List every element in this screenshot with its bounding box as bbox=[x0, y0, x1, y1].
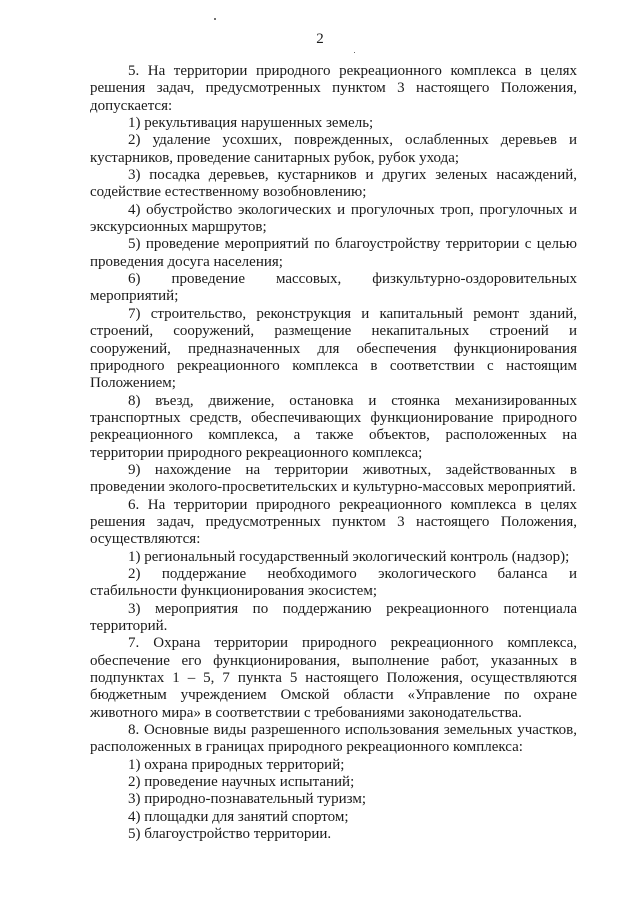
paragraph-5-intro: 5. На территории природного рекреационного комплекса в целях решения задач, предусмотренных пунктом 3 настоящего Положения, допускается: bbox=[90, 63, 577, 114]
list-item: 1) региональный государственный экологический контроль (надзор); bbox=[128, 548, 570, 565]
paragraph-8-intro: 8. Основные виды разрешенного использования земельных участков, расположенных в границах природного рекреационного комплекса: bbox=[90, 722, 577, 756]
page-number: 2 bbox=[316, 31, 324, 47]
list-item: 1) рекультивация нарушенных земель; bbox=[128, 115, 374, 132]
list-item: 4) обустройство экологических и прогулочных троп, прогулочных и экскурсионных маршрутов; bbox=[90, 201, 577, 236]
list-item: 2) удаление усохших, поврежденных, ослабленных деревьев и кустарников, проведение санитарных рубок, рубок ухода; bbox=[90, 132, 577, 166]
list-item: 6) проведение массовых, физкультурно-оздоровительных мероприятий; bbox=[90, 271, 577, 305]
document-body bbox=[90, 63, 577, 843]
list-item: 3) посадка деревьев, кустарников и других зеленых насаждений, содействие естественному возобновлению; bbox=[90, 167, 577, 201]
list-item: 5) проведение мероприятий по благоустройству территории с целью проведения досуга населения; bbox=[90, 236, 577, 270]
list-item: 3) природно-познавательный туризм; bbox=[128, 791, 366, 808]
list-item: 4) площадки для занятий спортом; bbox=[128, 808, 349, 825]
paragraph-7: 7. Охрана территории природного рекреационного комплекса, обеспечение его функционирования, выполнение работ, указанных в подпунктах 1 – 5, 7 пункта 5 настоящего Положения, осуществляются бюджетным учреждением Омской области «Управление по охране животного мира» в соответствии с требованиями законодательства. bbox=[90, 635, 577, 721]
list-item: 5) благоустройство территории. bbox=[128, 826, 332, 843]
list-item: 3) мероприятия по поддержанию рекреационного потенциала территорий. bbox=[90, 600, 577, 634]
paragraph-6-intro: 6. На территории природного рекреационного комплекса в целях решения задач, предусмотренных пунктом 3 настоящего Положения, осуществляются: bbox=[90, 496, 577, 548]
list-item: 1) охрана природных территорий; bbox=[128, 756, 345, 773]
scan-speck bbox=[354, 52, 355, 53]
list-item: 2) поддержание необходимого экологического баланса и стабильности функционирования экосистем; bbox=[90, 565, 577, 600]
list-item: 2) проведение научных испытаний; bbox=[128, 774, 355, 791]
list-item: 9) нахождение на территории животных, задействованных в проведении эколого-просветительских и культурно-массовых мероприятий. bbox=[90, 461, 577, 496]
list-item: 7) строительство, реконструкция и капитальный ремонт зданий, строений, сооружений, размещение некапитальных строений и сооружений, предназначенных для обеспечения функционирования природного рекреационного комплекса в соответствии с настоящим Положением; bbox=[90, 305, 577, 392]
list-item: 8) въезд, движение, остановка и стоянка механизированных транспортных средств, обеспечивающих функционирование природного рекреационного комплекса, а также объектов, расположенных на территории природного рекреационного комплекса; bbox=[90, 392, 577, 461]
scan-speck bbox=[214, 18, 216, 20]
